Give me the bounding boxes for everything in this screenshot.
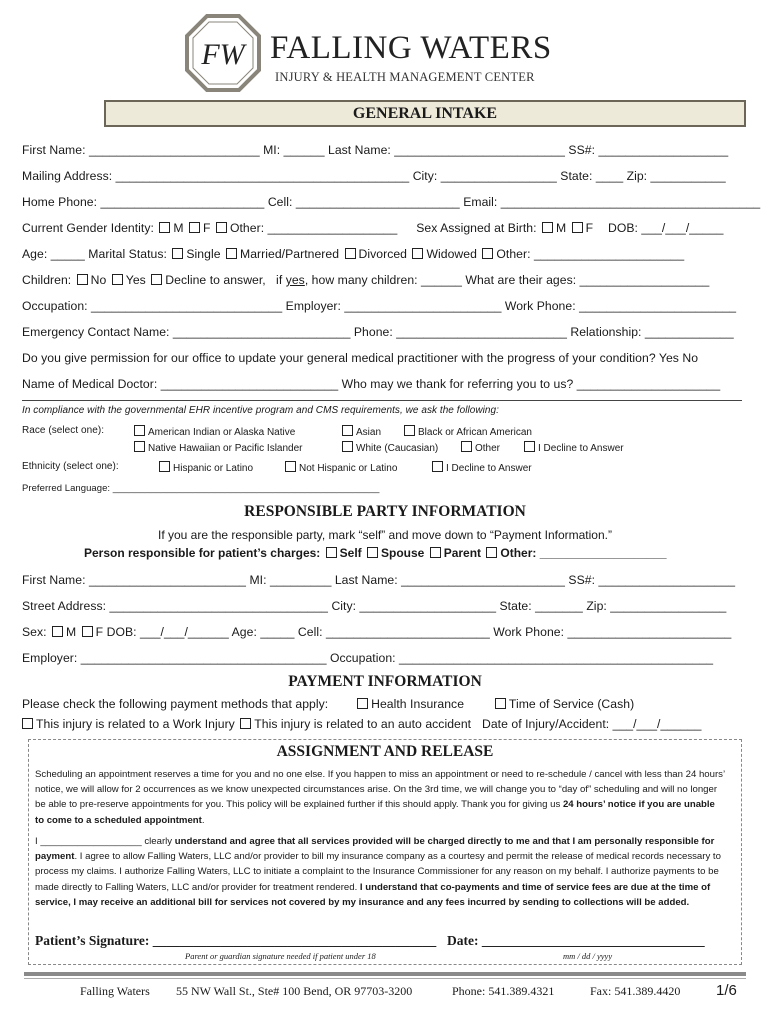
race-option: Native Hawaiian or Pacific Islander bbox=[148, 443, 303, 454]
general-line-phone[interactable]: Home Phone: ________________________ Cell: ________________________ Email: ______________________________________ bbox=[22, 195, 761, 209]
general-line-permission[interactable]: Do you give permission for our office to update your general medical practitioner with the progress of your condition? Yes No bbox=[22, 351, 699, 365]
resp-sex-label: Sex: bbox=[22, 625, 47, 639]
signature-row bbox=[35, 933, 705, 949]
ehr-intro: In compliance with the governmental EHR incentive program and CMS requirements, we ask the following: bbox=[22, 405, 499, 416]
race-label: Race (select one): bbox=[22, 425, 105, 436]
race-option: Other bbox=[475, 443, 501, 454]
race-checkbox[interactable] bbox=[342, 425, 353, 436]
auto-accident-label: This injury is related to an auto accident bbox=[254, 717, 472, 731]
parent-label: Parent bbox=[443, 546, 482, 560]
self-label: Self bbox=[339, 546, 362, 560]
marital-other-field[interactable]: Other: ______________________ bbox=[496, 247, 685, 261]
svg-text:FW: FW bbox=[201, 38, 245, 71]
children-yes-label: Yes bbox=[125, 273, 146, 287]
race-row-1b bbox=[340, 425, 381, 438]
ethnicity-opt-3 bbox=[430, 461, 532, 474]
general-line-emergency[interactable]: Emergency Contact Name: __________________________ Phone: _________________________ Relationship: _____________ bbox=[22, 325, 734, 339]
resp-sex-m-checkbox[interactable] bbox=[52, 626, 63, 637]
yes-underlined: yes bbox=[285, 273, 305, 287]
p1-end: . bbox=[201, 814, 205, 826]
ethnicity-option: Not Hispanic or Latino bbox=[299, 463, 398, 474]
general-line-occupation[interactable]: Occupation: ____________________________ Employer: _______________________ Work Phone: _______________________ bbox=[22, 299, 737, 313]
p2-bold-1: understand and agree that all services provided will be charged directly to me and that I am personally responsible for payment bbox=[35, 836, 715, 863]
race-option: I Decline to Answer bbox=[538, 443, 624, 454]
single-checkbox[interactable] bbox=[172, 248, 183, 259]
general-line-doctor[interactable]: Name of Medical Doctor: __________________________ Who may we thank for referring you to us? _____________________ bbox=[22, 377, 721, 391]
race-option: White (Caucasian) bbox=[356, 443, 439, 454]
date-format-note: mm / dd / yyyy bbox=[563, 951, 613, 961]
age-marital-label[interactable]: Age: _____ Marital Status: bbox=[22, 247, 167, 261]
ethnicity-label: Ethnicity (select one): bbox=[22, 461, 119, 472]
footer-name: Falling Waters bbox=[80, 984, 150, 998]
single-label: Single bbox=[186, 247, 221, 261]
injury-date-field[interactable]: Date of Injury/Accident: ___/___/______ bbox=[482, 717, 702, 731]
cash-checkbox[interactable] bbox=[495, 698, 506, 709]
race-checkbox[interactable] bbox=[461, 441, 472, 452]
race-checkbox[interactable] bbox=[524, 441, 535, 452]
spouse-checkbox[interactable] bbox=[367, 547, 378, 558]
p1-text: Scheduling an appointment reserves a time for you and no one else. If you happen to miss an appointment or need to re-schedule / cancel with less than 24 hours’ notice, we will allow for 2 occurrences as we know unexpected circumstances arise. On the 3rd time, we will change you to “day of” scheduling and will no longer be able to pre-reserve appointments for you. This policy will be explained further if this should apply. Thank you for giving us bbox=[35, 769, 725, 811]
other-checkbox[interactable] bbox=[486, 547, 497, 558]
children-yes-checkbox[interactable] bbox=[112, 274, 123, 285]
sex-birth-label: Sex Assigned at Birth: bbox=[416, 221, 537, 235]
divorced-checkbox[interactable] bbox=[345, 248, 356, 259]
health-insurance-label: Health Insurance bbox=[371, 697, 465, 711]
marital-other-checkbox[interactable] bbox=[482, 248, 493, 259]
race-option: American Indian or Alaska Native bbox=[148, 427, 296, 438]
race-option: Asian bbox=[356, 427, 382, 438]
responsible-note: If you are the responsible party, mark “self” and move down to “Payment Information.” bbox=[158, 528, 612, 542]
date-label: Date: bbox=[447, 933, 482, 948]
widowed-label: Widowed bbox=[426, 247, 477, 261]
payment-methods-row bbox=[22, 697, 634, 711]
race-row-2c bbox=[459, 441, 500, 454]
ethnicity-opt-1 bbox=[157, 461, 253, 474]
preferred-language-field[interactable]: Preferred Language: __________________________________________________ bbox=[22, 483, 380, 494]
responsible-line-address[interactable]: Street Address: ________________________________ City: ____________________ State: _______ Zip: _________________ bbox=[22, 599, 727, 613]
gender-label: Current Gender Identity: bbox=[22, 221, 154, 235]
form-title: GENERAL INTAKE bbox=[104, 100, 746, 127]
children-decline-label: Decline to answer, if bbox=[165, 273, 286, 287]
general-line-name[interactable]: First Name: _________________________ MI: ______ Last Name: _________________________ SS#: ___________________ bbox=[22, 143, 729, 157]
assignment-paragraph-2 bbox=[35, 834, 725, 910]
resp-sex-f-checkbox[interactable] bbox=[82, 626, 93, 637]
sex-m-label: M bbox=[555, 221, 567, 235]
p2-bold-2: I understand that co-payments and time of service fees are due at the time of service, I may receive an additional bill for services not covered by my insurance and any fees incurred by sending to collections will be added. bbox=[35, 881, 711, 908]
section-divider bbox=[22, 400, 742, 401]
children-count-field[interactable]: , how many children: ______ What are their ages: ___________________ bbox=[304, 273, 710, 287]
gender-f-label: F bbox=[203, 221, 211, 235]
race-option: Black or African American bbox=[418, 427, 532, 438]
other-field[interactable]: Other: ___________________ bbox=[500, 546, 667, 560]
gender-m-label: M bbox=[173, 221, 184, 235]
footer-line bbox=[24, 978, 746, 979]
ethnicity-option: I Decline to Answer bbox=[446, 463, 532, 474]
parent-checkbox[interactable] bbox=[430, 547, 441, 558]
resp-dob-age-cell[interactable]: F DOB: ___/___/______ Age: _____ Cell: ________________________ Work Phone: ________________________ bbox=[95, 625, 732, 639]
children-label: Children: bbox=[22, 273, 72, 287]
responsible-line-name[interactable]: First Name: _______________________ MI: _________ Last Name: ________________________ SS#: ____________________ bbox=[22, 573, 736, 587]
sex-m-checkbox[interactable] bbox=[542, 222, 553, 233]
married-checkbox[interactable] bbox=[226, 248, 237, 259]
date-field[interactable]: _________________________________ bbox=[481, 933, 705, 948]
responsible-person-label: Person responsible for patient’s charges: bbox=[84, 546, 321, 560]
race-row-1 bbox=[132, 425, 295, 438]
auto-accident-checkbox[interactable] bbox=[240, 718, 251, 729]
race-checkbox[interactable] bbox=[404, 425, 415, 436]
responsible-line-sex bbox=[22, 625, 731, 639]
p2-start[interactable]: I ___________________ clearly bbox=[35, 836, 175, 847]
health-insurance-checkbox[interactable] bbox=[357, 698, 368, 709]
ethnicity-checkbox[interactable] bbox=[432, 461, 443, 472]
signature-field[interactable]: __________________________________________ bbox=[152, 933, 437, 948]
divorced-label: Divorced bbox=[358, 247, 408, 261]
ethnicity-checkbox[interactable] bbox=[285, 461, 296, 472]
p2-mid: . I agree to allow Falling Waters, LLC and/or provider to bill my insurance company as a courtesy and permit the release of medical records necessary to process my claims. I authorize Falling Waters, LLC to initiate a complaint to the Insurance Commissioner for any reason on my behalf. I authorize payments to be made directly to Falling Waters, LLC and/or provider for treatment rendered. bbox=[35, 851, 721, 893]
gender-m-checkbox[interactable] bbox=[159, 222, 170, 233]
race-row-2d bbox=[522, 441, 624, 454]
signature-label: Patient’s Signature: bbox=[35, 933, 153, 948]
responsible-person-row bbox=[84, 546, 667, 560]
ethnicity-checkbox[interactable] bbox=[159, 461, 170, 472]
race-checkbox[interactable] bbox=[342, 441, 353, 452]
footer-phone: Phone: 541.389.4321 bbox=[452, 984, 555, 998]
children-no-label: No bbox=[90, 273, 107, 287]
footer-address: 55 NW Wall St., Ste# 100 Bend, OR 97703-3200 bbox=[176, 984, 413, 998]
gender-other-checkbox[interactable] bbox=[216, 222, 227, 233]
footer-bar bbox=[24, 972, 746, 976]
injury-row bbox=[22, 717, 701, 731]
responsible-line-employer[interactable]: Employer: ____________________________________ Occupation: ______________________________________________ bbox=[22, 651, 714, 665]
assignment-paragraph-1 bbox=[35, 767, 725, 828]
ethnicity-opt-2 bbox=[283, 461, 397, 474]
resp-sex-m-label: M bbox=[66, 625, 77, 639]
gender-other-field[interactable]: Other: ___________________ bbox=[229, 221, 398, 235]
work-injury-label: This injury is related to a Work Injury bbox=[36, 717, 235, 731]
dob-field[interactable]: DOB: ___/___/_____ bbox=[607, 221, 724, 235]
race-row-1c bbox=[402, 425, 532, 438]
payment-check-label: Please check the following payment methods that apply: bbox=[22, 697, 329, 711]
married-label: Married/Partnered bbox=[240, 247, 340, 261]
general-line-gender bbox=[22, 221, 723, 235]
brand-subtitle: INJURY & HEALTH MANAGEMENT CENTER bbox=[275, 70, 535, 84]
children-no-checkbox[interactable] bbox=[77, 274, 88, 285]
general-line-children bbox=[22, 273, 709, 287]
brand-title: FALLING WATERS bbox=[270, 30, 552, 66]
sex-f-checkbox[interactable] bbox=[572, 222, 583, 233]
general-line-marital bbox=[22, 247, 684, 261]
race-row-2 bbox=[132, 441, 303, 454]
ethnicity-option: Hispanic or Latino bbox=[173, 463, 254, 474]
footer-fax: Fax: 541.389.4420 bbox=[590, 984, 681, 998]
payment-heading: PAYMENT INFORMATION bbox=[288, 673, 482, 690]
self-checkbox[interactable] bbox=[326, 547, 337, 558]
falling-waters-logo bbox=[185, 14, 261, 92]
race-checkbox[interactable] bbox=[134, 441, 145, 452]
assignment-heading: ASSIGNMENT AND RELEASE bbox=[276, 743, 494, 760]
spouse-label: Spouse bbox=[381, 546, 425, 560]
general-line-address[interactable]: Mailing Address: ___________________________________________ City: _________________ State: ____ Zip: ___________ bbox=[22, 169, 726, 183]
work-injury-checkbox[interactable] bbox=[22, 718, 33, 729]
responsible-heading: RESPONSIBLE PARTY INFORMATION bbox=[244, 503, 526, 520]
cash-label: Time of Service (Cash) bbox=[508, 697, 635, 711]
signature-note: Parent or guardian signature needed if patient under 18 bbox=[185, 951, 376, 961]
widowed-checkbox[interactable] bbox=[412, 248, 423, 259]
race-checkbox[interactable] bbox=[134, 425, 145, 436]
race-row-2b bbox=[340, 441, 438, 454]
children-decline-checkbox[interactable] bbox=[151, 274, 162, 285]
sex-f-label: F bbox=[585, 221, 594, 235]
p1-bold: 24 hours’ notice if you are unable to come to a scheduled appointment bbox=[35, 799, 715, 826]
page-number: 1/6 bbox=[716, 982, 737, 999]
gender-f-checkbox[interactable] bbox=[189, 222, 200, 233]
